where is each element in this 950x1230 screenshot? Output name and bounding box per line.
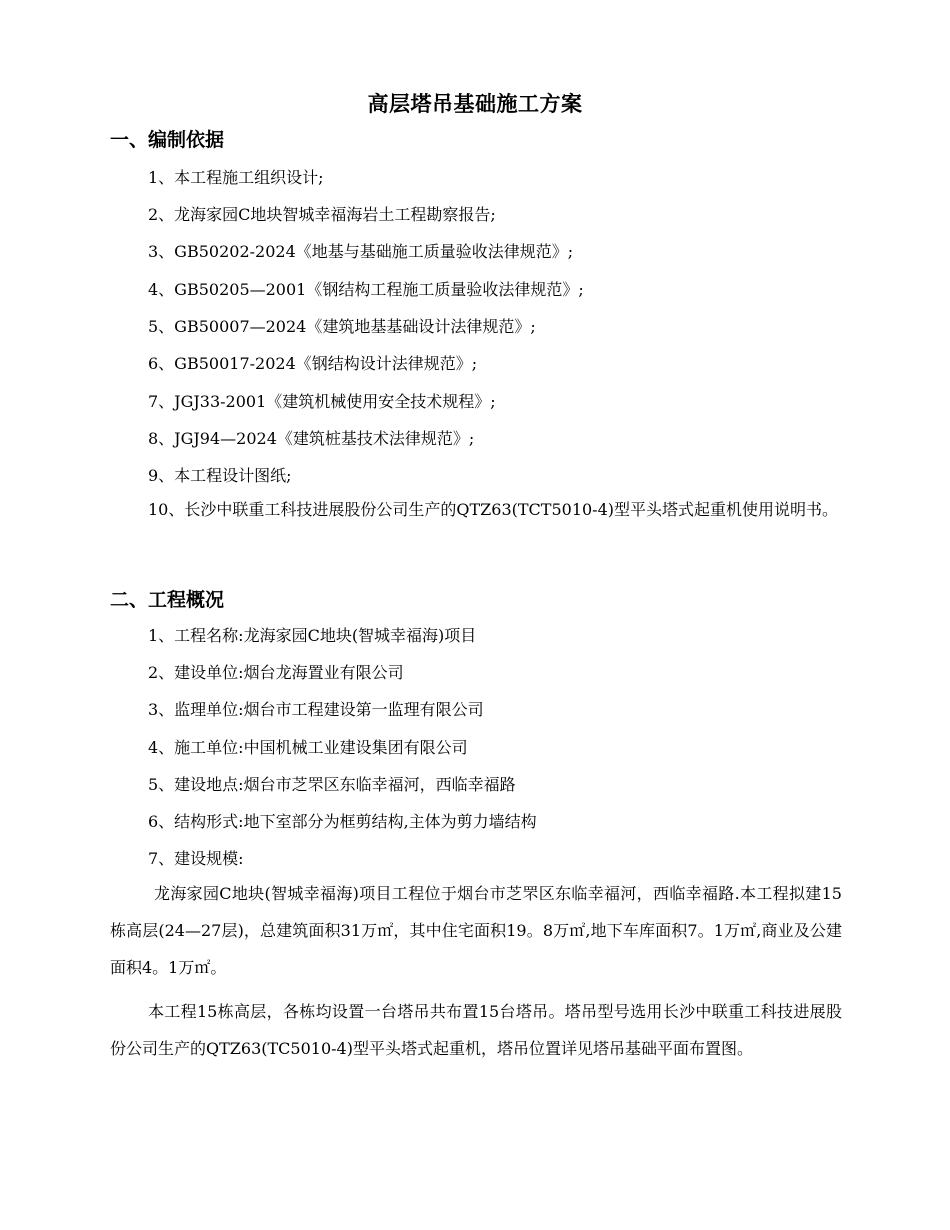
overview-item: 4、施工单位:中国机械工业建设集团有限公司 [148, 738, 468, 757]
document-title: 高层塔吊基础施工方案 [367, 92, 583, 116]
section-heading-overview: 二、工程概况 [110, 589, 225, 611]
overview-item: 7、建设规模: [148, 849, 244, 868]
basis-item: 1、本工程施工组织设计; [148, 168, 324, 187]
overview-item: 3、监理单位:烟台市工程建设第一监理有限公司 [148, 700, 484, 719]
basis-item: 9、本工程设计图纸; [148, 466, 292, 485]
overview-item: 5、建设地点:烟台市芝罘区东临幸福河，西临幸福路 [148, 775, 516, 794]
basis-item-10: 10、长沙中联重工科技进展股份公司生产的QTZ63(TCT5010-4)型平头塔式起重机使用说明书。 [148, 500, 839, 519]
section-heading-basis: 一、编制依据 [110, 129, 225, 151]
basis-item: 8、JGJ94—2024《建筑桩基技术法律规范》; [148, 429, 475, 448]
basis-item: 6、GB50017-2024《钢结构设计法律规范》; [148, 354, 478, 373]
overview-item: 1、工程名称:龙海家园C地块(智城幸福海)项目 [148, 626, 477, 645]
basis-item: 7、JGJ33-2001《建筑机械使用安全技术规程》; [148, 392, 496, 411]
overview-item: 2、建设单位:烟台龙海置业有限公司 [148, 663, 404, 682]
basis-item: 4、GB50205—2001《钢结构工程施工质量验收法律规范》; [148, 280, 584, 299]
tower-crane-paragraph: 本工程15栋高层，各栋均设置一台塔吊共布置15台塔吊。塔吊型号选用长沙中联重工科技进展股份公司生产的QTZ63(TC5010-4)型平头塔式起重机，塔吊位置详见塔吊基础平面布置图。 [110, 1002, 842, 1058]
scale-paragraph: 龙海家园C地块(智城幸福海)项目工程位于烟台市芝罘区东临幸福河，西临幸福路.本工程拟建15栋高层(24—27层)，总建筑面积31万㎡，其中住宅面积19。8万㎡,地下车库面积7。1万㎡,商业及公建面积4。1万㎡。 [110, 884, 842, 977]
basis-item: 5、GB50007—2024《建筑地基基础设计法律规范》; [148, 317, 536, 336]
overview-item: 6、结构形式:地下室部分为框剪结构,主体为剪力墙结构 [148, 812, 537, 831]
basis-item: 3、GB50202-2024《地基与基础施工质量验收法律规范》; [148, 242, 574, 261]
basis-item: 2、龙海家园C地块智城幸福海岩土工程勘察报告; [148, 205, 496, 224]
